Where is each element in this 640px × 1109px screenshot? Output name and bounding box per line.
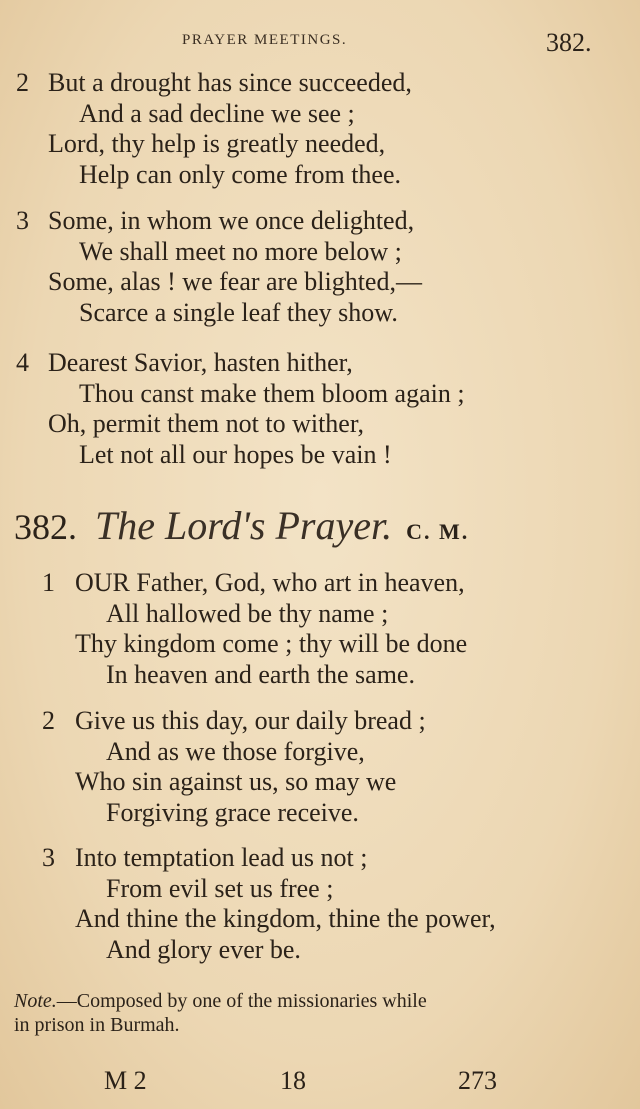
note-line-2: in prison in Burmah. xyxy=(14,1014,180,1036)
verse-line: In heaven and earth the same. xyxy=(106,660,415,690)
stanza-number: 2 xyxy=(42,706,55,735)
verse-line: Thy kingdom come ; thy will be done xyxy=(75,629,468,659)
stanza-number: 3 xyxy=(42,843,55,872)
verse-line: Lord, thy help is greatly needed, xyxy=(48,129,386,159)
hymn-number: 382. xyxy=(14,507,77,547)
hymn-meter: C. M. xyxy=(406,519,470,544)
verse-line: We shall meet no more below ; xyxy=(79,236,402,266)
verse-line: And as we those forgive, xyxy=(106,736,365,766)
verse-line: But a drought has since succeeded, xyxy=(48,68,412,97)
running-title: PRAYER MEETINGS. xyxy=(182,32,348,48)
stanza-number: 1 xyxy=(42,568,55,597)
stanza-number: 3 xyxy=(16,206,29,235)
stanza-number: 4 xyxy=(16,348,29,377)
verse-line: Some, in whom we once delighted, xyxy=(48,206,415,235)
note-text: —Composed by one of the missionaries while xyxy=(56,990,427,1012)
note-label: Note. xyxy=(14,990,57,1012)
verse-line: Help can only come from thee. xyxy=(79,160,401,190)
stanza-number: 2 xyxy=(16,68,29,97)
verse-line: Give us this day, our daily bread ; xyxy=(75,706,426,735)
hymn-heading xyxy=(14,502,469,549)
volume-mark: 18 xyxy=(280,1066,306,1095)
page-hymn-number: 382. xyxy=(546,28,592,57)
verse-line: And a sad decline we see ; xyxy=(79,98,355,128)
verse-line: Forgiving grace receive. xyxy=(106,798,359,828)
verse-line: Into temptation lead us not ; xyxy=(75,843,368,872)
page-number: 273 xyxy=(458,1066,497,1095)
verse-line: Oh, permit them not to wither, xyxy=(48,409,364,439)
verse-line: Some, alas ! we fear are blighted,— xyxy=(48,267,422,297)
verse-line: Who sin against us, so may we xyxy=(75,767,397,797)
verse-line: Thou canst make them bloom again ; xyxy=(79,378,465,408)
note-line-1 xyxy=(14,990,427,1013)
verse-line: Dearest Savior, hasten hither, xyxy=(48,348,353,377)
hymn-title: The Lord's Prayer. xyxy=(95,503,393,548)
verse-line: Scarce a single leaf they show. xyxy=(79,298,398,328)
verse-line: Let not all our hopes be vain ! xyxy=(79,440,392,470)
verse-line: From evil set us free ; xyxy=(106,873,334,903)
signature-mark: M 2 xyxy=(104,1066,147,1095)
verse-line: All hallowed be thy name ; xyxy=(106,598,389,628)
verse-line: And glory ever be. xyxy=(106,935,301,965)
verse-line: OUR Father, God, who art in heaven, xyxy=(75,568,465,597)
verse-line: And thine the kingdom, thine the power, xyxy=(75,904,496,934)
